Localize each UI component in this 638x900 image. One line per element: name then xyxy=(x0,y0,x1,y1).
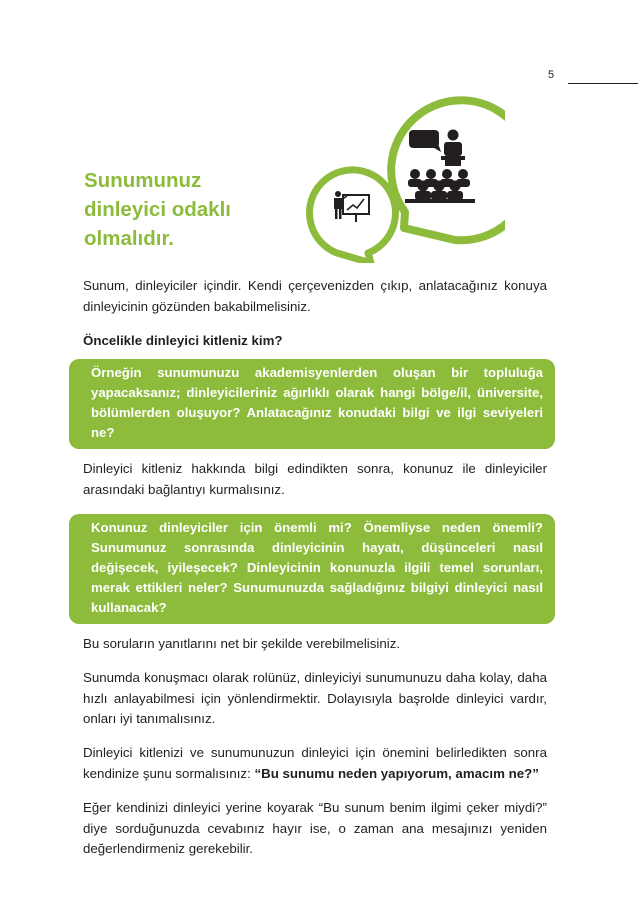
title-line-2: dinleyici odaklı xyxy=(84,198,231,221)
purpose-text: Dinleyici kitlenizi ve sunumunuzun dinleyici için önemini belirledikten sonra kendinize şunu sormalısınız: xyxy=(83,745,547,781)
body-content xyxy=(83,276,547,873)
speaker-role-paragraph: Sunumda konuşmacı olarak rolünüz, dinleyiciyi sunumunuzu daha kolay, daha hızlı anlayabilmesi için yönlendirmektir. Dolayısıyla başrolde dinleyici vardır, onları iyi tanımalısınız. xyxy=(83,669,547,727)
reevaluate-paragraph: Eğer kendinizi dinleyici yerine koyarak “Bu sunum benim ilgimi çeker miydi?” diye sorduğunuzda cevabınız hayır ise, o zaman ana mesajınızı yeniden değerlendirmeniz gerekebilir. xyxy=(83,799,547,857)
connection-paragraph: Dinleyici kitleniz hakkında bilgi edindikten sonra, konunuz ile dinleyiciler arasındaki bağlantıyı kurmalısınız. xyxy=(83,461,547,498)
purpose-paragraph xyxy=(83,743,547,785)
purpose-question: “Bu sunumu neden yapıyorum, amacım ne?” xyxy=(254,765,539,781)
page-number: 5 xyxy=(548,69,555,81)
highlight-box-questions: Konunuz dinleyiciler için önemli mi? Önemliyse neden önemli? Sunumunuz sonrasında dinleyicinin hayatı, düşünceleri nasıl değişecek, iyileşecek? Dinleyicinin konunuzla ilgili temel sorunları, merak ettikleri neler? Sunumunuzda sağladığınız bilgiyi dinleyici nasıl kullanacak? xyxy=(69,514,555,624)
speech-bubbles-illustration xyxy=(305,88,505,263)
page-number-rule xyxy=(568,83,638,84)
intro-paragraph: Sunum, dinleyiciler içindir. Kendi çerçevenizden çıkıp, anlatacağınız konuya dinleyicinin gözünden bakabilmelisiniz. xyxy=(83,278,547,314)
section-heading: Öncelikle dinleyici kitleniz kim? xyxy=(83,332,283,348)
speaker-with-audience-icon xyxy=(405,130,475,204)
page-title xyxy=(84,166,231,253)
answers-paragraph: Bu soruların yanıtlarını net bir şekilde verebilmelisiniz. xyxy=(83,635,401,651)
title-line-1: Sunumunuz xyxy=(84,169,202,192)
highlight-box-audience: Örneğin sunumunuzu akademisyenlerden oluşan bir topluluğa yapacaksanız; dinleyicileriniz ağırlıklı olarak hangi bölge/il, üniversite, bölümlerden oluşuyor? Anlatacağınız konudaki bilgi ve ilgi seviyeleri ne? xyxy=(69,359,555,449)
small-speech-bubble xyxy=(310,170,396,263)
title-line-3: olmalıdır. xyxy=(84,227,174,250)
